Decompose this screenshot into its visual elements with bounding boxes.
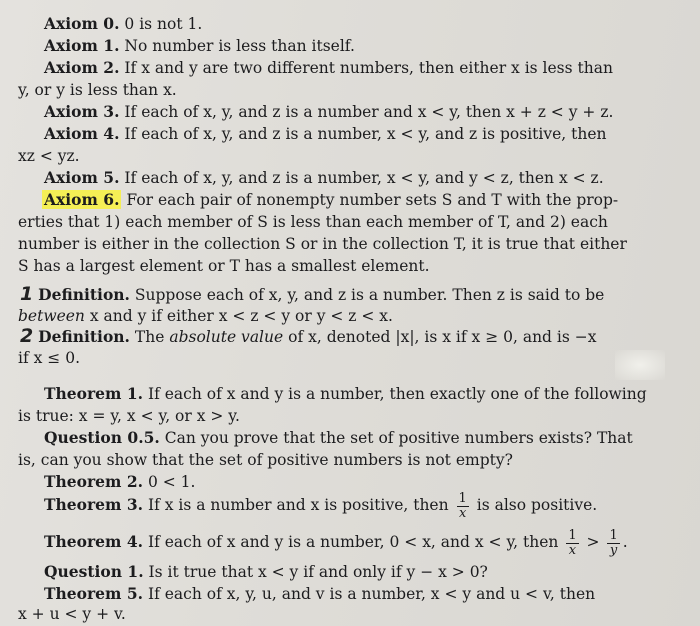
theorem-3 bbox=[44, 488, 597, 522]
fraction-denominator: x bbox=[459, 505, 467, 521]
definition-2-line2: if x ≤ 0. bbox=[18, 349, 80, 367]
definition-1-label: Definition. bbox=[38, 285, 130, 304]
theorem-5 bbox=[44, 583, 595, 605]
theorem-1-line1: If each of x and y is a number, then exactly one of the following bbox=[147, 385, 647, 403]
theorem-3-text-a: If x is a number and x is positive, then bbox=[147, 496, 449, 514]
axiom-4 bbox=[44, 123, 607, 145]
definition-between bbox=[20, 283, 604, 306]
handwritten-mark-1: 1 bbox=[20, 283, 34, 305]
paper-glare bbox=[615, 350, 665, 380]
axiom-4-line2: xz < yz. bbox=[18, 147, 80, 165]
axiom-6-line3: number is either in the collection S or in the collection T, it is true that either bbox=[18, 235, 627, 253]
question-0-5-line2: is, can you show that the set of positive numbers is not empty? bbox=[18, 451, 513, 469]
axiom-0-text: 0 is not 1. bbox=[124, 15, 203, 33]
definition-2-text-a: The bbox=[134, 328, 165, 346]
axiom-6-line4: S has a largest element or T has a smallest element. bbox=[18, 257, 430, 275]
term-between: between bbox=[18, 307, 85, 325]
theorem-1-line2: is true: x = y, x < y, or x > y. bbox=[18, 407, 240, 425]
axiom-6 bbox=[42, 189, 618, 211]
theorem-4 bbox=[44, 525, 628, 559]
definition-absolute-value bbox=[20, 325, 596, 348]
fraction-denominator: x bbox=[568, 542, 577, 558]
theorem-4-label: Theorem 4. bbox=[44, 532, 144, 551]
axiom-2 bbox=[44, 57, 613, 79]
definition-1-line1: Suppose each of x, y, and z is a number. Then z is said to be bbox=[134, 286, 605, 304]
definition-2-text-c: of x, denoted |x|, is x if x ≥ 0, and is −x bbox=[288, 328, 597, 346]
question-0-5 bbox=[44, 427, 633, 449]
theorem-3-label: Theorem 3. bbox=[44, 495, 144, 514]
greater-than-sign: > bbox=[586, 533, 600, 551]
theorem-4-text-a: If each of x and y is a number, 0 < x, and x < y, then bbox=[147, 533, 559, 551]
axiom-5 bbox=[44, 167, 604, 189]
fraction-one-over-y bbox=[607, 529, 619, 558]
fraction-numerator: 1 bbox=[458, 490, 467, 506]
theorem-5-line1: If each of x, y, u, and v is a number, x < y and u < v, then bbox=[147, 585, 596, 603]
theorem-2-text: 0 < 1. bbox=[147, 473, 196, 491]
axiom-4-line1: If each of x, y, and z is a number, x < y, and z is positive, then bbox=[124, 125, 607, 143]
question-1 bbox=[44, 561, 488, 583]
axiom-3-text: If each of x, y, and z is a number and x < y, then x + z < y + z. bbox=[124, 103, 614, 121]
definition-1-line2 bbox=[18, 305, 393, 327]
question-1-text: Is it true that x < y if and only if y − x > 0? bbox=[148, 563, 488, 581]
fraction-numerator: 1 bbox=[568, 527, 577, 543]
axiom-5-text: If each of x, y, and z is a number, x < y, and y < z, then x < z. bbox=[124, 169, 604, 187]
handwritten-mark-2: 2 bbox=[20, 325, 34, 347]
fraction-denominator: y bbox=[609, 542, 618, 558]
fraction-one-over-x bbox=[457, 492, 469, 521]
axiom-3 bbox=[44, 101, 613, 123]
axiom-4-label: Axiom 4. bbox=[44, 124, 120, 143]
axiom-1 bbox=[44, 35, 355, 57]
axiom-1-label: Axiom 1. bbox=[44, 36, 120, 55]
question-0-5-line1: Can you prove that the set of positive numbers exists? That bbox=[164, 429, 633, 447]
theorem-1 bbox=[44, 383, 647, 405]
definition-1-line2-text: x and y if either x < z < y or y < z < x. bbox=[89, 307, 393, 325]
term-absolute-value: absolute value bbox=[169, 328, 284, 346]
fraction-one-over-x bbox=[566, 529, 578, 558]
axiom-0-label: Axiom 0. bbox=[44, 14, 120, 33]
axiom-6-line1: For each pair of nonempty number sets S and T with the prop- bbox=[126, 191, 619, 209]
fraction-numerator: 1 bbox=[609, 527, 618, 543]
question-0-5-label: Question 0.5. bbox=[44, 428, 160, 447]
axiom-2-line1: If x and y are two different numbers, then either x is less than bbox=[124, 59, 613, 77]
theorem-5-line2: x + u < y + v. bbox=[18, 605, 126, 623]
axiom-6-line2: erties that 1) each member of S is less than each member of T, and 2) each bbox=[18, 213, 608, 231]
theorem-5-label: Theorem 5. bbox=[44, 584, 144, 603]
axiom-6-label-highlighted: Axiom 6. bbox=[44, 190, 120, 209]
axiom-2-line2: y, or y is less than x. bbox=[18, 81, 177, 99]
definition-2-label: Definition. bbox=[38, 327, 130, 346]
theorem-1-label: Theorem 1. bbox=[44, 384, 144, 403]
axiom-3-label: Axiom 3. bbox=[44, 102, 120, 121]
axiom-0 bbox=[44, 13, 202, 35]
theorem-4-period: . bbox=[622, 533, 628, 551]
axiom-2-label: Axiom 2. bbox=[44, 58, 120, 77]
theorem-2-label: Theorem 2. bbox=[44, 472, 144, 491]
question-1-label: Question 1. bbox=[44, 562, 144, 581]
axiom-5-label: Axiom 5. bbox=[44, 168, 120, 187]
axiom-1-text: No number is less than itself. bbox=[124, 37, 355, 55]
theorem-3-text-b: is also positive. bbox=[476, 496, 598, 514]
